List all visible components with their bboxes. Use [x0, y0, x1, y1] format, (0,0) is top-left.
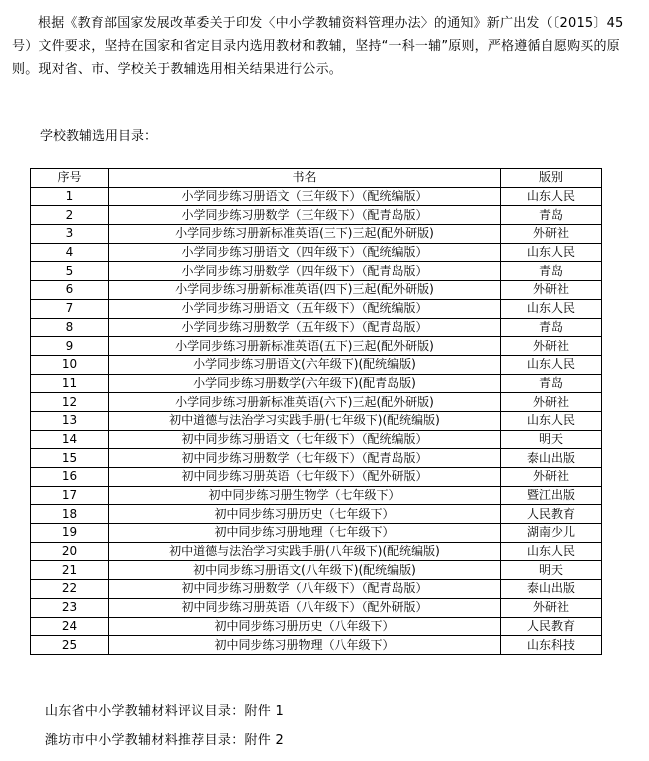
- table-row: [31, 636, 602, 655]
- cell-publisher: 外研社: [501, 337, 602, 356]
- cell-number: 16: [31, 468, 109, 487]
- cell-title: 小学同步练习册数学(六年级下)(配青岛版): [109, 374, 501, 393]
- attachment-1: 山东省中小学教辅材料评议目录：附件 1: [45, 704, 285, 719]
- section-title: 学校教辅选用目录：: [40, 129, 158, 144]
- table-row: [31, 617, 602, 636]
- table-row: [31, 598, 602, 617]
- cell-title: 小学同步练习册新标准英语(四下)三起(配外研版): [109, 281, 501, 300]
- cell-number: 21: [31, 561, 109, 580]
- table-header-row: [31, 169, 602, 188]
- cell-number: 5: [31, 262, 109, 281]
- cell-publisher: 山东人民: [501, 542, 602, 561]
- cell-title: 小学同步练习册语文(六年级下)(配统编版): [109, 355, 501, 374]
- cell-title: 小学同步练习册语文（四年级下）（配统编版）: [109, 243, 501, 262]
- cell-publisher: 山东科技: [501, 636, 602, 655]
- table-row: [31, 468, 602, 487]
- cell-number: 7: [31, 299, 109, 318]
- cell-number: 25: [31, 636, 109, 655]
- cell-publisher: 泰山出版: [501, 580, 602, 599]
- cell-number: 14: [31, 430, 109, 449]
- cell-publisher: 外研社: [501, 598, 602, 617]
- cell-publisher: 泰山出版: [501, 449, 602, 468]
- cell-title: 初中同步练习册英语（八年级下）（配外研版）: [109, 598, 501, 617]
- cell-publisher: 暨江出版: [501, 486, 602, 505]
- header-title: 书名: [109, 169, 501, 188]
- cell-title: 小学同步练习册新标准英语(三下)三起(配外研版): [109, 225, 501, 244]
- cell-title: 初中同步练习册数学（八年级下）（配青岛版）: [109, 580, 501, 599]
- table-row: [31, 262, 602, 281]
- cell-number: 12: [31, 393, 109, 412]
- header-publisher: 版别: [501, 169, 602, 188]
- table-row: [31, 243, 602, 262]
- header-number: 序号: [31, 169, 109, 188]
- cell-title: 初中同步练习册语文（七年级下）（配统编版）: [109, 430, 501, 449]
- cell-title: 初中道德与法治学习实践手册(八年级下)(配统编版): [109, 542, 501, 561]
- cell-number: 6: [31, 281, 109, 300]
- cell-title: 初中道德与法治学习实践手册(七年级下)(配统编版): [109, 411, 501, 430]
- table-row: [31, 486, 602, 505]
- cell-title: 初中同步练习册地理（七年级下）: [109, 524, 501, 543]
- cell-publisher: 明天: [501, 561, 602, 580]
- table-row: [31, 206, 602, 225]
- cell-title: 小学同步练习册语文（三年级下）（配统编版）: [109, 187, 501, 206]
- cell-publisher: 湖南少儿: [501, 524, 602, 543]
- table-row: [31, 542, 602, 561]
- table-row: [31, 337, 602, 356]
- cell-publisher: 青岛: [501, 262, 602, 281]
- cell-number: 23: [31, 598, 109, 617]
- table-row: [31, 299, 602, 318]
- table-row: [31, 225, 602, 244]
- cell-number: 8: [31, 318, 109, 337]
- cell-title: 小学同步练习册数学（五年级下）（配青岛版）: [109, 318, 501, 337]
- cell-number: 17: [31, 486, 109, 505]
- cell-publisher: 山东人民: [501, 411, 602, 430]
- table-row: [31, 318, 602, 337]
- cell-number: 10: [31, 355, 109, 374]
- cell-number: 22: [31, 580, 109, 599]
- table-row: [31, 355, 602, 374]
- table-row: [31, 449, 602, 468]
- attachment-2: 潍坊市中小学教辅材料推荐目录：附件 2: [45, 733, 285, 748]
- cell-publisher: 青岛: [501, 206, 602, 225]
- table-row: [31, 374, 602, 393]
- cell-title: 初中同步练习册英语（七年级下）（配外研版）: [109, 468, 501, 487]
- cell-publisher: 外研社: [501, 281, 602, 300]
- cell-publisher: 青岛: [501, 318, 602, 337]
- cell-title: 小学同步练习册数学（三年级下）（配青岛版）: [109, 206, 501, 225]
- cell-title: 小学同步练习册新标准英语(六下)三起(配外研版): [109, 393, 501, 412]
- cell-number: 2: [31, 206, 109, 225]
- table-row: [31, 411, 602, 430]
- intro-paragraph: 根据《教育部国家发展改革委关于印发〈中小学教辅资料管理办法〉的通知》新广出发（〔2015〕45号）文件要求，坚持在国家和省定目录内选用教材和教辅，坚持“一科一辅”原则，严格遵循自愿购买的原则。现对省、市、学校关于教辅选用相关结果进行公示。: [12, 16, 624, 77]
- cell-publisher: 外研社: [501, 468, 602, 487]
- table-row: [31, 561, 602, 580]
- textbook-catalog-table: [30, 168, 602, 655]
- cell-title: 小学同步练习册语文（五年级下）（配统编版）: [109, 299, 501, 318]
- table-row: [31, 524, 602, 543]
- cell-number: 9: [31, 337, 109, 356]
- table-row: [31, 580, 602, 599]
- cell-number: 24: [31, 617, 109, 636]
- cell-number: 1: [31, 187, 109, 206]
- cell-number: 11: [31, 374, 109, 393]
- cell-publisher: 外研社: [501, 393, 602, 412]
- cell-publisher: 人民教育: [501, 505, 602, 524]
- cell-number: 19: [31, 524, 109, 543]
- cell-number: 4: [31, 243, 109, 262]
- cell-title: 初中同步练习册物理（八年级下）: [109, 636, 501, 655]
- cell-publisher: 山东人民: [501, 299, 602, 318]
- cell-number: 3: [31, 225, 109, 244]
- cell-number: 13: [31, 411, 109, 430]
- cell-publisher: 外研社: [501, 225, 602, 244]
- cell-publisher: 人民教育: [501, 617, 602, 636]
- cell-publisher: 山东人民: [501, 355, 602, 374]
- table-row: [31, 505, 602, 524]
- table-row: [31, 281, 602, 300]
- table-row: [31, 393, 602, 412]
- cell-publisher: 山东人民: [501, 187, 602, 206]
- table-row: [31, 430, 602, 449]
- cell-title: 初中同步练习册语文(八年级下)(配统编版): [109, 561, 501, 580]
- cell-title: 初中同步练习册历史（八年级下）: [109, 617, 501, 636]
- cell-publisher: 青岛: [501, 374, 602, 393]
- cell-title: 初中同步练习册生物学（七年级下）: [109, 486, 501, 505]
- cell-title: 小学同步练习册数学（四年级下）（配青岛版）: [109, 262, 501, 281]
- cell-publisher: 山东人民: [501, 243, 602, 262]
- cell-title: 小学同步练习册新标准英语(五下)三起(配外研版): [109, 337, 501, 356]
- cell-number: 18: [31, 505, 109, 524]
- cell-publisher: 明天: [501, 430, 602, 449]
- table-row: [31, 187, 602, 206]
- cell-number: 20: [31, 542, 109, 561]
- cell-title: 初中同步练习册历史（七年级下）: [109, 505, 501, 524]
- cell-title: 初中同步练习册数学（七年级下）（配青岛版）: [109, 449, 501, 468]
- table-body: [31, 187, 602, 654]
- cell-number: 15: [31, 449, 109, 468]
